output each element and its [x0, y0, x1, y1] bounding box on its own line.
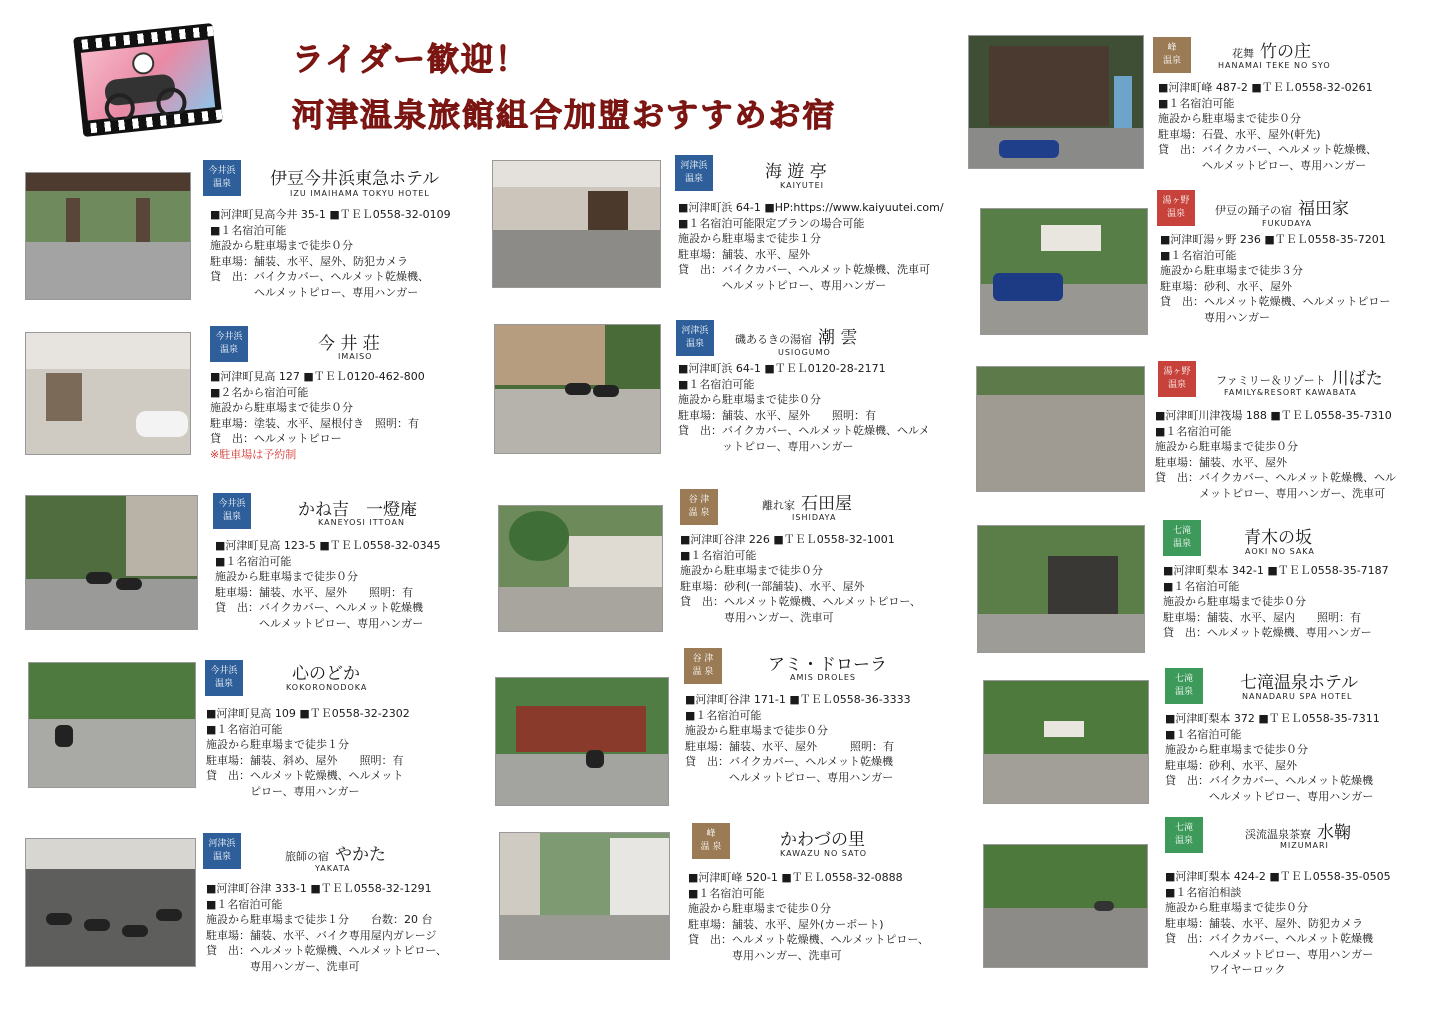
onsen-area-badge: 谷 津 温 泉 [684, 648, 722, 684]
inn-photo [494, 324, 661, 454]
inn-photo [495, 677, 669, 806]
inn-details: ■河津町谷津 226 ■ＴＥＬ0558-32-1001 ■１名宿泊可能 施設から駐車場まで徒歩０分 駐車場：砂利(一部舗装)、水平、屋外 貸 出：ヘルメット乾燥機、ヘルメットピロー、 専用ハンガー、洗車可 [680, 533, 921, 624]
onsen-area-badge: 湯ヶ野 温泉 [1158, 361, 1196, 397]
onsen-area-badge: 河津浜 温泉 [203, 833, 241, 869]
inn-name-roman: KOKORONODOKA [286, 683, 368, 692]
inn-name-roman: KAWAZU NO SATO [780, 849, 868, 858]
inn-name-roman: ISHIDAYA [792, 513, 837, 522]
onsen-area-badge: 七滝 温泉 [1165, 668, 1203, 704]
inn-photo [499, 832, 670, 960]
inn-photo [968, 35, 1144, 169]
inn-name: 青木の坂 [1244, 528, 1312, 548]
inn-name: 花舞 竹の庄 [1232, 42, 1311, 62]
inn-details: ■河津町見高今井 35-1 ■ＴＥＬ0558-32-0109 ■１名宿泊可能 施設から駐車場まで徒歩０分 駐車場：舗装、水平、屋外、防犯カメラ 貸 出：バイクカバー、ヘルメット乾燥機、 ヘルメットピロー、専用ハンガー [210, 208, 451, 299]
inn-photo [25, 838, 196, 967]
onsen-area-badge: 今井浜 温泉 [210, 326, 248, 362]
inn-details: ■河津町川津筏場 188 ■ＴＥＬ0558-35-7310 ■１名宿泊可能 施設から駐車場まで徒歩０分 駐車場：舗装、水平、屋外 貸 出：バイクカバー、ヘルメット乾燥機、ヘル メットピロー、専用ハンガー、洗車可 [1155, 409, 1397, 500]
inn-name-roman: AMIS DROLES [790, 673, 856, 682]
inn-details: ■河津町峰 487-2 ■ＴＥＬ0558-32-0261 ■１名宿泊可能 施設から駐車場まで徒歩０分 駐車場：石畳、水平、屋外(軒先) 貸 出：バイクカバー、ヘルメット乾燥機、 ヘルメットピロー、専用ハンガー [1158, 81, 1378, 172]
inn-details: ■河津町湯ヶ野 236 ■ＴＥＬ0558-35-7201 ■１名宿泊可能 施設から駐車場まで徒歩３分 駐車場：砂利、水平、屋外 貸 出：ヘルメット乾燥機、ヘルメットピロー 専用ハンガー [1160, 233, 1391, 324]
inn-details: ■河津町梨本 372 ■ＴＥＬ0558-35-7311 ■１名宿泊可能 施設から駐車場まで徒歩０分 駐車場：砂利、水平、屋外 貸 出：バイクカバー、ヘルメット乾燥機 ヘルメットピロー、専用ハンガー [1165, 712, 1380, 803]
inn-photo [25, 172, 191, 300]
inn-photo [25, 332, 191, 455]
inn-name-roman: YAKATA [315, 864, 351, 873]
onsen-area-badge: 今井浜 温泉 [205, 660, 243, 696]
inn-details: ■河津町梨本 424-2 ■ＴＥＬ0558-35-0505 ■１名宿泊相談 施設から駐車場まで徒歩０分 駐車場：舗装、水平、屋外、防犯カメラ 貸 出：バイクカバー、ヘルメット乾燥機 ヘルメットピロー、専用ハンガー ワイヤーロック [1165, 870, 1391, 976]
inn-name: 七滝温泉ホテル [1240, 673, 1359, 693]
page-title-line2: 河津温泉旅館組合加盟おすすめお宿 [292, 96, 837, 134]
inn-name-roman: IZU IMAIHAMA TOKYU HOTEL [290, 189, 430, 198]
inn-photo [498, 505, 663, 632]
onsen-area-badge: 今井浜 温泉 [213, 493, 251, 529]
header [78, 30, 918, 140]
onsen-area-badge: 七滝 温泉 [1163, 520, 1201, 556]
onsen-area-badge: 湯ヶ野 温泉 [1157, 190, 1195, 226]
inn-details: ■河津町見高 127 ■ＴＥＬ0120-462-800 ■２名から宿泊可能 施設から駐車場まで徒歩０分 駐車場：塗装、水平、屋根付き 照明：有 貸 出：ヘルメットピロー ※駐車場は予約制 [210, 370, 425, 461]
onsen-area-badge: 峰 温泉 [1153, 37, 1191, 73]
inn-details: ■河津町浜 64-1 ■HP:https://www.kaiyuutei.com/ ■１名宿泊可能限定プランの場合可能 施設から駐車場まで徒歩１分 駐車場：舗装、水平、屋外 貸 出：バイクカバー、ヘルメット乾燥機、洗車可 ヘルメットピロー、専用ハンガー [678, 201, 944, 292]
inn-name-roman: MIZUMARI [1280, 841, 1329, 850]
inn-name: ファミリー＆リゾート 川ばた [1216, 369, 1383, 389]
onsen-area-badge: 峰 温 泉 [692, 823, 730, 859]
inn-name: 離れ家 石田屋 [762, 494, 852, 514]
inn-name: 心のどか [292, 664, 360, 684]
inn-details: ■河津町見高 123-5 ■ＴＥＬ0558-32-0345 ■１名宿泊可能 施設から駐車場まで徒歩０分 駐車場：舗装、水平、屋外 照明：有 貸 出：バイクカバー、ヘルメット乾燥機 ヘルメットピロー、専用ハンガー [215, 539, 441, 630]
inn-name: 海 遊 亭 [765, 162, 827, 182]
onsen-area-badge: 七滝 温泉 [1165, 817, 1203, 853]
inn-name-roman: KANEYOSI ITTOAN [318, 518, 405, 527]
inn-name: 旅師の宿 やかた [285, 845, 386, 865]
inn-details: ■河津町谷津 171-1 ■ＴＥＬ0558-36-3333 ■１名宿泊可能 施設から駐車場まで徒歩０分 駐車場：舗装、水平、屋外 照明：有 貸 出：バイクカバー、ヘルメット乾燥機 ヘルメットピロー、専用ハンガー [685, 693, 911, 784]
inn-name-roman: FUKUDAYA [1262, 219, 1312, 228]
onsen-area-badge: 今井浜 温泉 [203, 160, 241, 196]
inn-name: 磯あるきの湯宿 潮 雲 [735, 328, 858, 348]
reservation-note: ※駐車場は予約制 [210, 447, 297, 461]
onsen-area-badge: 河津浜 温泉 [676, 320, 714, 356]
inn-name: かわづの里 [780, 830, 865, 850]
inn-name-roman: USIOGUMO [778, 348, 831, 357]
rider-film-logo [73, 23, 223, 137]
inn-details: ■河津町見高 109 ■ＴＥ0558-32-2302 ■１名宿泊可能 施設から駐車場まで徒歩１分 駐車場：舗装、斜め、屋外 照明：有 貸 出：ヘルメット乾燥機、ヘルメット ピロー、専用ハンガー [206, 707, 410, 798]
inn-details: ■河津町梨本 342-1 ■ＴＥＬ0558-35-7187 ■１名宿泊可能 施設から駐車場まで徒歩０分 駐車場：舗装、水平、屋内 照明：有 貸 出：ヘルメット乾燥機、専用ハンガー [1163, 564, 1389, 639]
inn-name-roman: HANAMAI TEKE NO SYO [1218, 61, 1331, 70]
inn-name: 今 井 荘 [318, 334, 380, 354]
inn-name: 伊豆今井浜東急ホテル [270, 169, 440, 189]
inn-photo [977, 525, 1145, 653]
inn-photo [25, 495, 198, 630]
inn-photo [976, 366, 1145, 492]
inn-photo [492, 160, 661, 288]
onsen-area-badge: 河津浜 温泉 [675, 155, 713, 191]
inn-photo [983, 844, 1148, 968]
inn-photo [28, 662, 196, 788]
inn-details: ■河津町浜 64-1 ■ＴＥＬ0120-28-2171 ■１名宿泊可能 施設から駐車場まで徒歩０分 駐車場：舗装、水平、屋外 照明：有 貸 出：バイクカバー、ヘルメット乾燥機、ヘルメ ットピロー、専用ハンガー [678, 362, 930, 453]
inn-name-roman: NANADARU SPA HOTEL [1242, 692, 1353, 701]
inn-name-roman: AOKI NO SAKA [1245, 547, 1315, 556]
inn-name-roman: KAIYUTEI [780, 181, 824, 190]
inn-name-roman: FAMILY&RESORT KAWABATA [1224, 388, 1357, 397]
onsen-area-badge: 谷 津 温 泉 [680, 489, 718, 525]
inn-name: 伊豆の踊子の宿 福田家 [1215, 199, 1349, 219]
inn-details: ■河津町峰 520-1 ■ＴＥＬ0558-32-0888 ■１名宿泊可能 施設から駐車場まで徒歩０分 駐車場：舗装、水平、屋外(カーポート) 貸 出：ヘルメット乾燥機、ヘルメットピロー、 専用ハンガー、洗車可 [688, 871, 929, 962]
inn-photo [980, 208, 1148, 335]
page-title-line1: ライダー歓迎！ [292, 40, 530, 78]
inn-name: かね吉 一燈庵 [298, 500, 417, 520]
inn-name-roman: IMAISO [338, 352, 373, 361]
inn-name: アミ・ドローラ [768, 655, 887, 675]
inn-photo [983, 680, 1149, 804]
inn-name: 渓流温泉茶寮 水鞠 [1245, 823, 1351, 843]
inn-details: ■河津町谷津 333-1 ■ＴＥＬ0558-32-1291 ■１名宿泊可能 施設から駐車場まで徒歩１分 台数：20 台 駐車場：舗装、水平、バイク専用屋内ガレージ 貸 出：ヘルメット乾燥機、ヘルメットピロー、 専用ハンガー、洗車可 [206, 882, 447, 973]
